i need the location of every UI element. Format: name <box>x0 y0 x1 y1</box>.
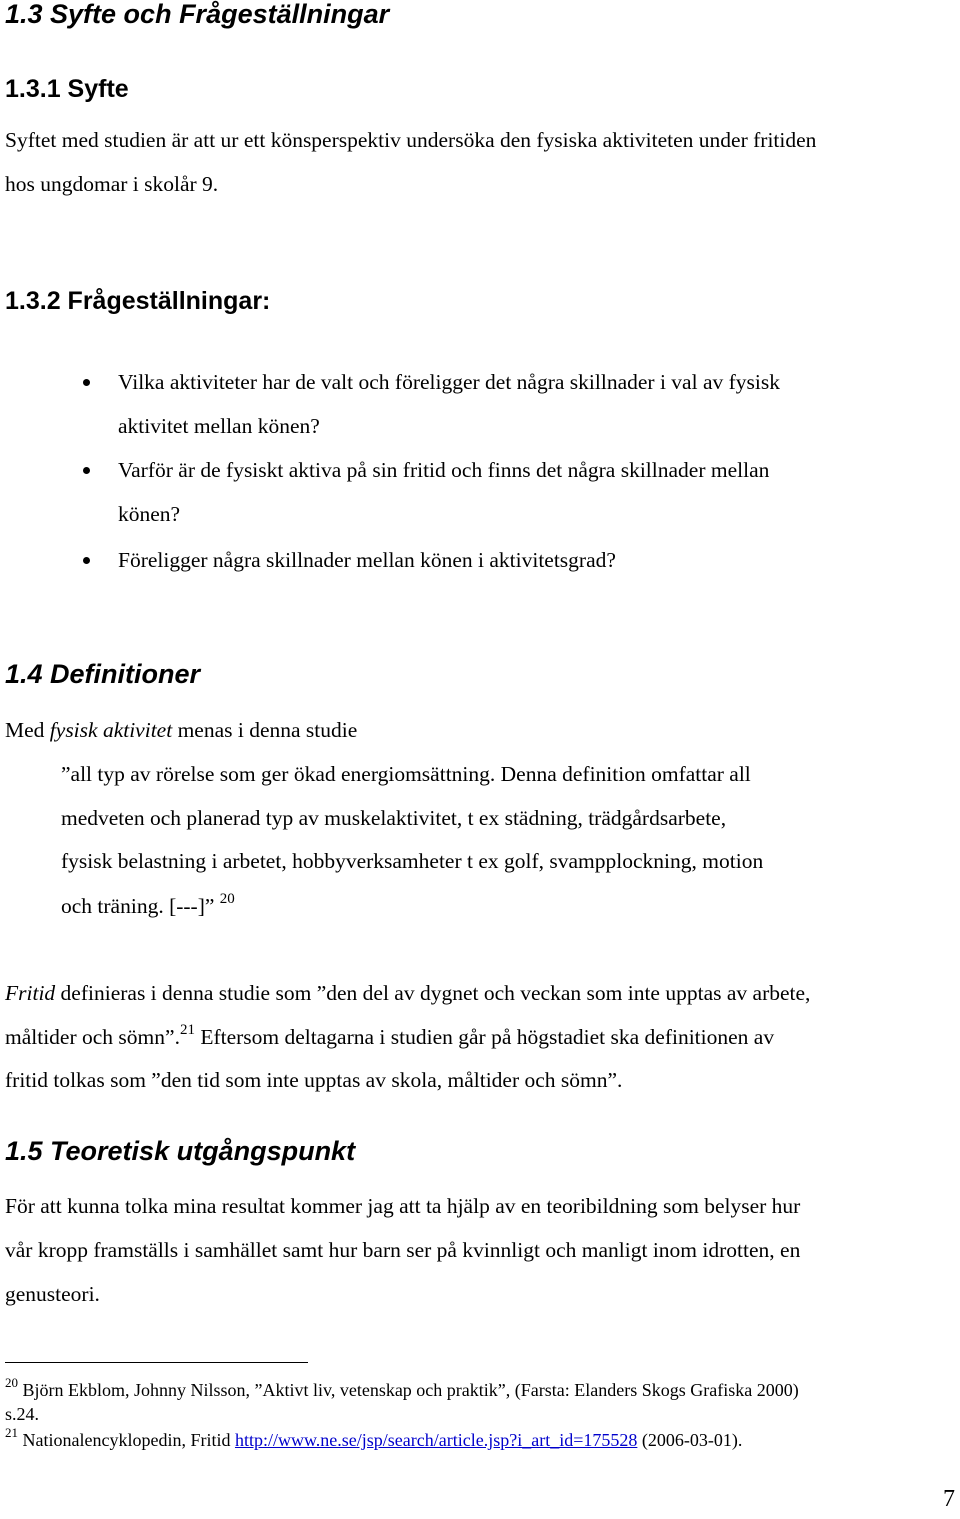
subsection-heading-1-3-2: 1.3.2 Frågeställningar: <box>5 287 271 315</box>
question-2-line-2: könen? <box>118 502 181 526</box>
theory-line-3: genusteori. <box>5 1282 100 1306</box>
footnote-20-line-2: s.24. <box>5 1404 40 1424</box>
fritid-line-2: måltider och sömn”.$^{21}$ Eftersom deltagarna i studien går på högstadiet ska definitionen av <box>5 1022 775 1050</box>
question-1-line-2: aktivitet mellan könen? <box>118 414 320 438</box>
section-heading-1-4: 1.4 Definitioner <box>5 659 201 689</box>
section-heading-1-5: 1.5 Teoretisk utgångspunkt <box>5 1136 356 1166</box>
subsection-heading-1-3-1: 1.3.1 Syfte <box>5 75 129 103</box>
question-3-line-1: Föreligger några skillnader mellan könen i aktivitetsgrad? <box>118 548 616 572</box>
footnote-21: $^{21}$ Nationalencyklopedin, Fritid http://www.ne.se/jsp/search/article.jsp?i_art_id=175528 (2006-03-01). <box>5 1425 743 1450</box>
page-number: 7 <box>943 1486 955 1512</box>
question-1-line-1: Vilka aktiviteter har de valt och föreligger det några skillnader i val av fysisk <box>118 370 780 394</box>
syfte-line-2: hos ungdomar i skolår 9. <box>5 172 219 196</box>
definition-intro: Med fysisk aktivitet menas i denna studie <box>5 718 358 742</box>
fritid-line-3: fritid tolkas som ”den tid som inte upptas av skola, måltider och sömn”. <box>5 1068 623 1092</box>
bullet-icon <box>83 557 90 564</box>
quote-line-4: och träning. [---]” $^{20}$ <box>61 891 235 919</box>
syfte-line-1: Syftet med studien är att ur ett könsperspektiv undersöka den fysiska aktiviteten under fritiden <box>5 128 817 152</box>
fritid-line-1: Fritid definieras i denna studie som ”den del av dygnet och veckan som inte upptas av arbete, <box>5 981 811 1005</box>
quote-line-1: ”all typ av rörelse som ger ökad energiomsättning. Denna definition omfattar all <box>61 762 751 786</box>
footnote-ref-20: 20 <box>219 891 235 907</box>
footnote-20-line-1: $^{20}$ Björn Ekblom, Johnny Nilsson, ”Aktivt liv, vetenskap och praktik”, (Farsta: Elanders Skogs Grafiska 2000) <box>5 1375 799 1400</box>
footnote-ref-21: 21 <box>179 1022 195 1038</box>
section-heading-1-3: 1.3 Syfte och Frågeställningar <box>5 0 390 29</box>
question-2-line-1: Varför är de fysiskt aktiva på sin fritid och finns det några skillnader mellan <box>118 458 770 482</box>
theory-line-2: vår kropp framställs i samhället samt hur barn ser på kvinnligt och manligt inom idrotten, en <box>5 1238 801 1262</box>
footnote-21-link[interactable]: http://www.ne.se/jsp/search/article.jsp?i_art_id=175528 <box>234 1430 638 1450</box>
footnote-separator <box>5 1362 308 1363</box>
quote-line-2: medveten och planerad typ av muskelaktivitet, t ex städning, trädgårdsarbete, <box>61 806 727 830</box>
bullet-icon <box>83 467 90 474</box>
quote-line-3: fysisk belastning i arbetet, hobbyverksamheter t ex golf, svampplockning, motion <box>61 849 764 873</box>
theory-line-1: För att kunna tolka mina resultat kommer jag att ta hjälp av en teoribildning som belyser hur <box>5 1194 801 1218</box>
bullet-icon <box>83 379 90 386</box>
